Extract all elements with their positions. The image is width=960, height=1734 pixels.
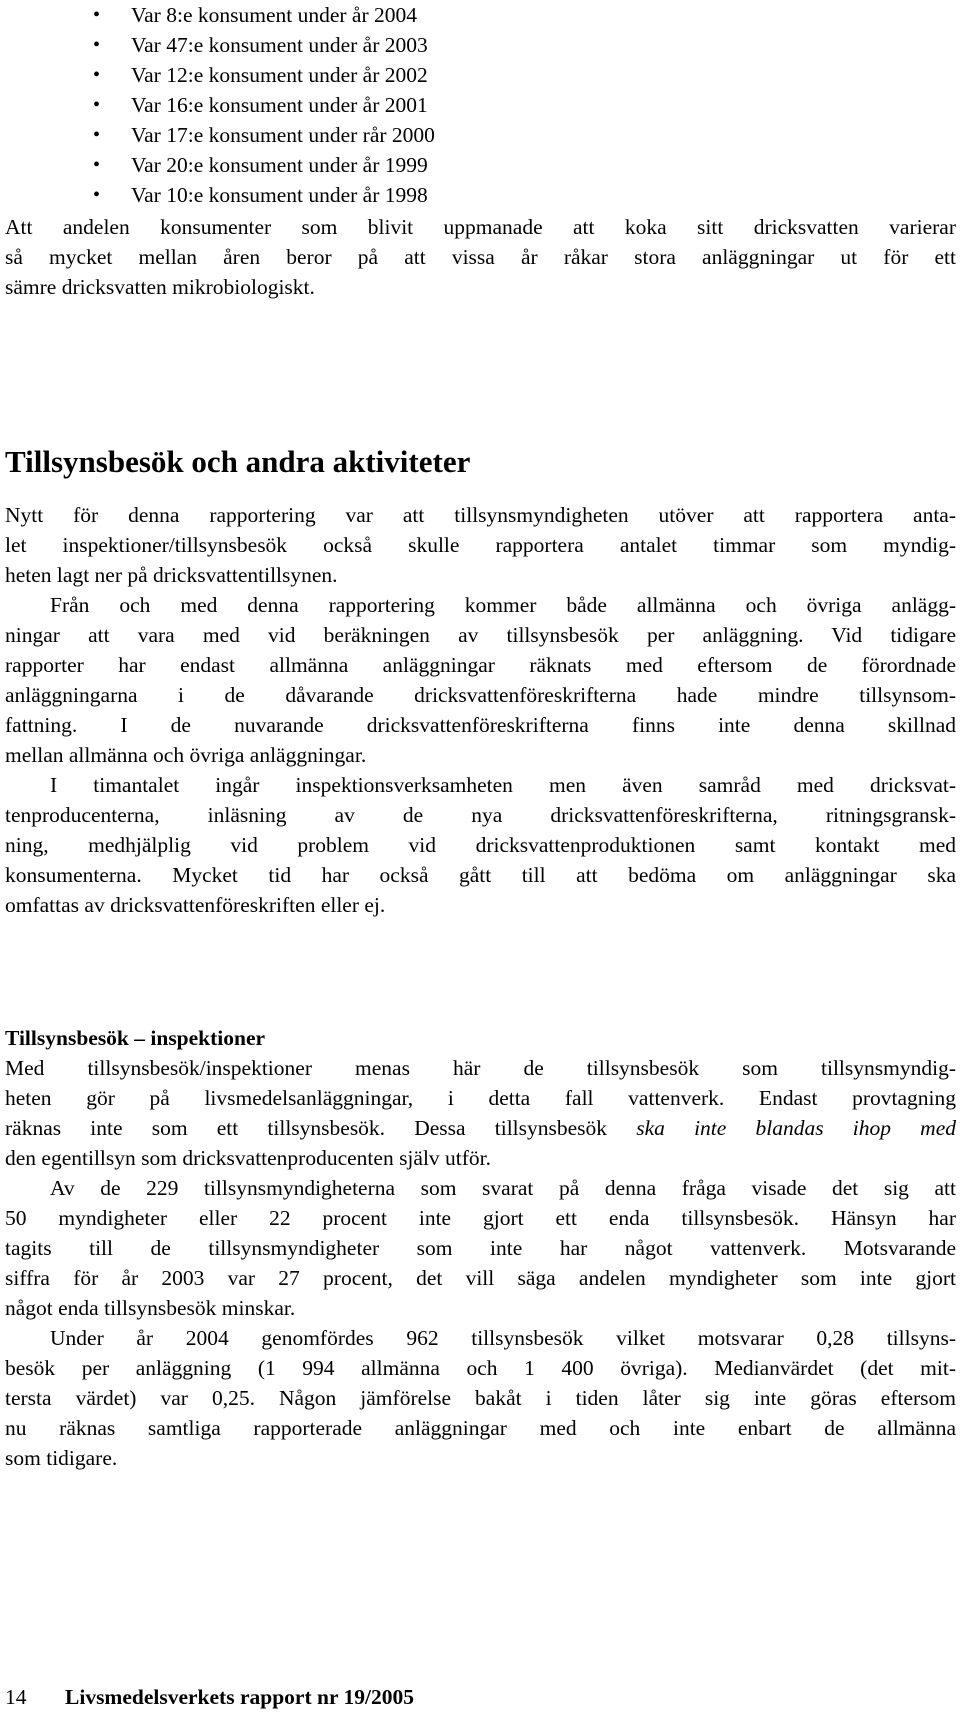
text-line: heten gör på livsmedelsanläggningar, i detta fall vattenverk. Endast provtagning: [5, 1086, 956, 1110]
text-line: Att andelen konsumenter som blivit uppmanade att koka sitt dricksvatten varierar: [5, 215, 956, 239]
bullet-icon: •: [93, 154, 101, 176]
text-line: Med tillsynsbesök/inspektioner menas här de tillsynsbesök som tillsynsmyndig-: [5, 1056, 956, 1080]
list-item-text: Var 12:e konsument under år 2002: [131, 63, 428, 87]
bullet-icon: •: [93, 64, 101, 86]
text-line: [5, 1113, 956, 1143]
text-line: sämre dricksvatten mikrobiologiskt.: [5, 275, 315, 299]
page-footer: [5, 1682, 414, 1712]
text-line: något enda tillsynsbesök minskar.: [5, 1296, 296, 1320]
list-item-text: Var 10:e konsument under år 1998: [131, 183, 428, 207]
text-line: Under år 2004 genomfördes 962 tillsynsbesök vilket motsvarar 0,28 tillsyns-: [50, 1326, 956, 1350]
list-item-text: Var 16:e konsument under år 2001: [131, 93, 428, 117]
text-line: omfattas av dricksvattenföreskriften eller ej.: [5, 893, 386, 917]
text-line: ning, medhjälplig vid problem vid dricksvattenproduktionen samt kontakt med: [5, 833, 956, 857]
text-line: nu räknas samtliga rapporterade anläggningar med och inte enbart de allmänna: [5, 1416, 956, 1440]
text-line: tagits till de tillsynsmyndigheter som inte har något vattenverk. Motsvarande: [5, 1236, 956, 1260]
text-line: konsumenterna. Mycket tid har också gått till att bedöma om anläggningar ska: [5, 863, 956, 887]
bullet-icon: •: [93, 4, 101, 26]
text-line: tenproducenterna, inläsning av de nya dricksvattenföreskrifterna, ritningsgransk-: [5, 803, 956, 827]
text-line: så mycket mellan åren beror på att vissa år råkar stora anläggningar ut för ett: [5, 245, 956, 269]
section-heading: Tillsynsbesök och andra aktiviteter: [5, 444, 471, 479]
text-line: ningar att vara med vid beräkningen av tillsynsbesök per anläggning. Vid tidigare: [5, 623, 956, 647]
text-line: 50 myndigheter eller 22 procent inte gjort ett enda tillsynsbesök. Hänsyn har: [5, 1206, 956, 1230]
text-line: siffra för år 2003 var 27 procent, det vill säga andelen myndigheter som inte gjort: [5, 1266, 956, 1290]
text-line: mellan allmänna och övriga anläggningar.: [5, 743, 367, 767]
text-line: besök per anläggning (1 994 allmänna och 1 400 övriga). Medianvärdet (det mit-: [5, 1356, 956, 1380]
bullet-icon: •: [93, 124, 101, 146]
list-item-text: Var 17:e konsument under rår 2000: [131, 123, 435, 147]
page-number: 14: [5, 1685, 27, 1709]
text-line: Från och med denna rapportering kommer både allmänna och övriga anlägg-: [50, 593, 956, 617]
text-line: fattning. I de nuvarande dricksvattenföreskrifterna finns inte denna skillnad: [5, 713, 956, 737]
list-item-text: Var 8:e konsument under år 2004: [131, 3, 417, 27]
bullet-icon: •: [93, 94, 101, 116]
list-item-text: Var 20:e konsument under år 1999: [131, 153, 428, 177]
text-line: heten lagt ner på dricksvattentillsynen.: [5, 563, 338, 587]
bullet-icon: •: [93, 184, 101, 206]
text-line: let inspektioner/tillsynsbesök också skulle rapportera antalet timmar som myndig-: [5, 533, 956, 557]
bullet-icon: •: [93, 34, 101, 56]
text-line: I timantalet ingår inspektionsverksamheten men även samråd med dricksvat-: [50, 773, 956, 797]
text-line: Nytt för denna rapportering var att tillsynsmyndigheten utöver att rapportera anta-: [5, 503, 956, 527]
text-line: den egentillsyn som dricksvattenproducenten själv utför.: [5, 1146, 492, 1170]
publication-title: Livsmedelsverkets rapport nr 19/2005: [65, 1685, 414, 1709]
text-line: anläggningarna i de dåvarande dricksvattenföreskrifterna hade mindre tillsynsom-: [5, 683, 956, 707]
emphasis-text: ska inte blandas ihop med: [636, 1116, 956, 1140]
list-item-text: Var 47:e konsument under år 2003: [131, 33, 428, 57]
text-line: tersta värdet) var 0,25. Någon jämförelse bakåt i tiden låter sig inte göras eftersom: [5, 1386, 956, 1410]
text-line: Av de 229 tillsynsmyndigheterna som svarat på denna fråga visade det sig att: [50, 1176, 956, 1200]
subsection-heading: Tillsynsbesök – inspektioner: [5, 1026, 266, 1050]
text-line: rapporter har endast allmänna anläggningar räknats med eftersom de förordnade: [5, 653, 956, 677]
text-line: som tidigare.: [5, 1446, 118, 1470]
text-span: räknas inte som ett tillsynsbesök. Dessa tillsynsbesök: [5, 1116, 637, 1140]
